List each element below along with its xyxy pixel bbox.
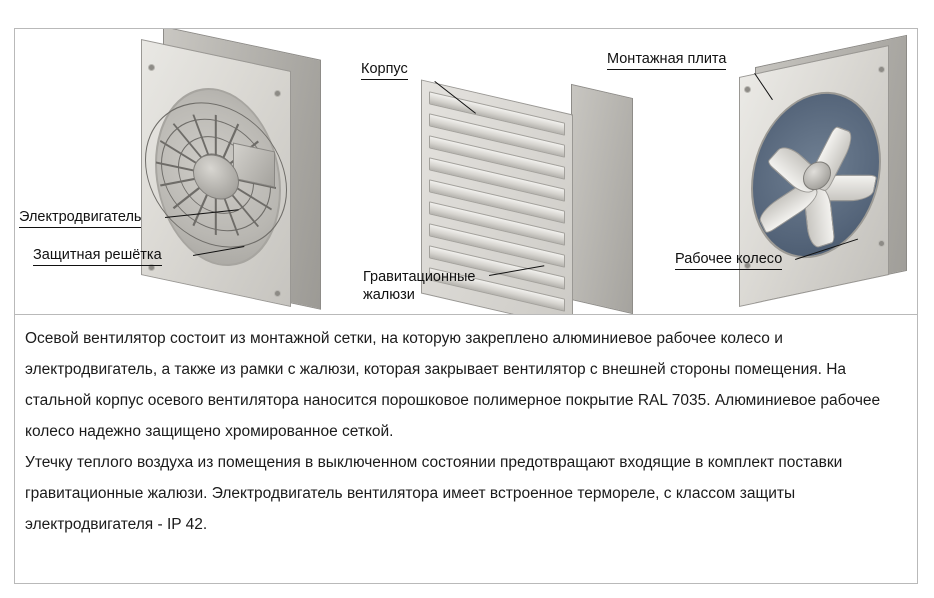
- paragraph-2: Утечку теплого воздуха из помещения в выключенном состоянии предотвращают входящие в комплект поставки гравитационные жалюзи. Электродвигатель вентилятора имеет встроенное термореле, с классом защиты электродвигателя - IP 42.: [25, 454, 843, 533]
- label-gravity-louvers-line2: жалюзи: [363, 287, 415, 303]
- label-electric-motor: Электродвигатель: [19, 209, 141, 228]
- mounting-bolt: [275, 91, 280, 96]
- mounting-bolt: [879, 67, 884, 72]
- mounting-bolt: [149, 65, 154, 70]
- louver-housing-side: [571, 84, 633, 314]
- content-frame: [14, 28, 918, 584]
- label-impeller: Рабочее колесо: [675, 251, 782, 270]
- mounting-bolt: [149, 265, 154, 270]
- mounting-bolt: [745, 87, 750, 92]
- mounting-bolt: [879, 241, 884, 246]
- label-mounting-plate: Монтажная плита: [607, 51, 726, 70]
- mounting-bolt: [275, 291, 280, 296]
- label-gravity-louvers: Гравитационные: [363, 269, 476, 285]
- axial-fan-with-grille-image: [141, 43, 321, 305]
- paragraph-1: Осевой вентилятор состоит из монтажной сетки, на которую закреплено алюминиевое рабочее колесо и электродвигатель, а также из рамки с жалюзи, которая закрывает вентилятор с внешней стороны помещения. На стальной корпус осевого вентилятора наносится порошковое полимерное покрытие RAL 7035. Алюминиевое рабочее колесо надежно защищено хромированное сеткой.: [25, 330, 881, 440]
- label-housing: Корпус: [361, 61, 408, 80]
- label-protective-grille: Защитная решётка: [33, 247, 162, 266]
- product-illustration: [15, 29, 917, 315]
- description-text: [15, 315, 917, 540]
